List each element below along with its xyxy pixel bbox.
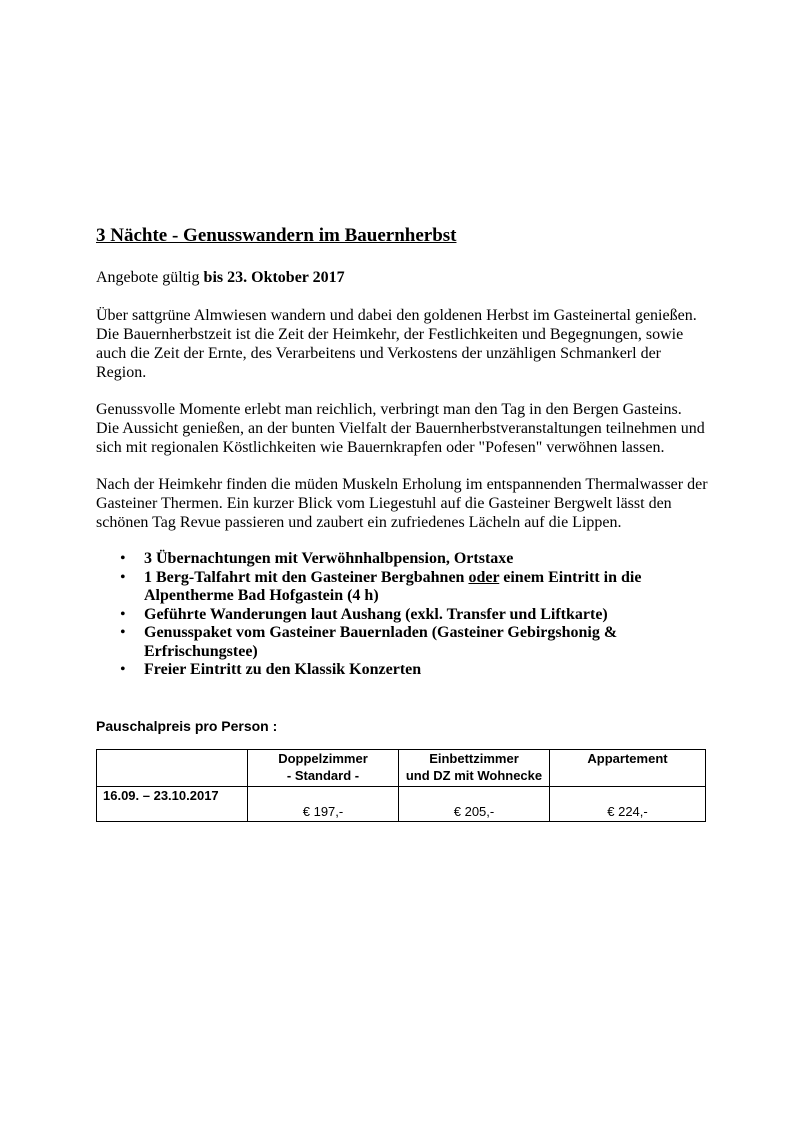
feature-item: • Freier Eintritt zu den Klassik Konzerten [144, 661, 716, 680]
or-underlined: oder [468, 568, 500, 586]
feature-list [96, 550, 716, 680]
paragraph-2: Genussvolle Momente erlebt man reichlich, verbringt man den Tag in den Bergen Gasteins. Die Aussicht genießen, an der bunten Vielfalt der Bauernherbstveranstaltungen teilnehmen und sich mit regionalen Köstlichkeiten wie Bauernkrapfen oder "Pofesen" verwöhnen lassen. [96, 401, 705, 456]
price-heading: Pauschalpreis pro Person : [96, 717, 278, 734]
validity-date: bis 23. Oktober 2017 [203, 269, 345, 286]
table-header-row [97, 750, 706, 787]
feature-item: • Geführte Wanderungen laut Aushang (exkl. Transfer und Liftkarte) [144, 606, 716, 625]
paragraph-3: Nach der Heimkehr finden die müden Muskeln Erholung im entspannenden Thermalwasser der Gasteiner Thermen. Ein kurzer Blick vom Liegestuhl auf die Gasteiner Bergwelt lässt den schönen Tag Revue passieren und zaubert ein zufriedenes Lächeln auf die Lippen. [96, 476, 708, 531]
table-header-empty [97, 750, 248, 787]
document-body [96, 224, 716, 734]
price-einbettzimmer: € 205,- [399, 787, 550, 822]
validity-prefix: Angebote gültig [96, 269, 204, 286]
price-doppelzimmer: € 197,- [248, 787, 399, 822]
feature-item: • 1 Berg-Talfahrt mit den Gasteiner Bergbahnen oder einem Eintritt in die Alpentherme Bad Hofgastein (4 h) [144, 569, 716, 606]
price-appartement: € 224,- [550, 787, 706, 822]
validity-line [96, 268, 716, 288]
feature-item: • 3 Übernachtungen mit Verwöhnhalbpension, Ortstaxe [144, 550, 716, 569]
table-header-appartement: Appartement [550, 750, 706, 787]
period-cell: 16.09. – 23.10.2017 [97, 787, 248, 822]
paragraph-1: Über sattgrüne Almwiesen wandern und dabei den goldenen Herbst im Gasteinertal genießen. Die Bauernherbstzeit ist die Zeit der Heimkehr, der Festlichkeiten und Begegnungen, sowie auch die Zeit der Ernte, des Verarbeitens und Verkostens der unzähligen Schmankerl der Region. [96, 307, 697, 381]
feature-item: • Genusspaket vom Gasteiner Bauernladen (Gasteiner Gebirgshonig & Erfrischungstee) [144, 624, 716, 661]
price-table [96, 749, 706, 822]
table-header-einbettzimmer: Einbettzimmer und DZ mit Wohnecke [399, 750, 550, 787]
table-row [97, 787, 706, 822]
table-header-doppelzimmer: Doppelzimmer - Standard - [248, 750, 399, 787]
offer-title: 3 Nächte - Genusswandern im Bauernherbst [96, 225, 457, 246]
